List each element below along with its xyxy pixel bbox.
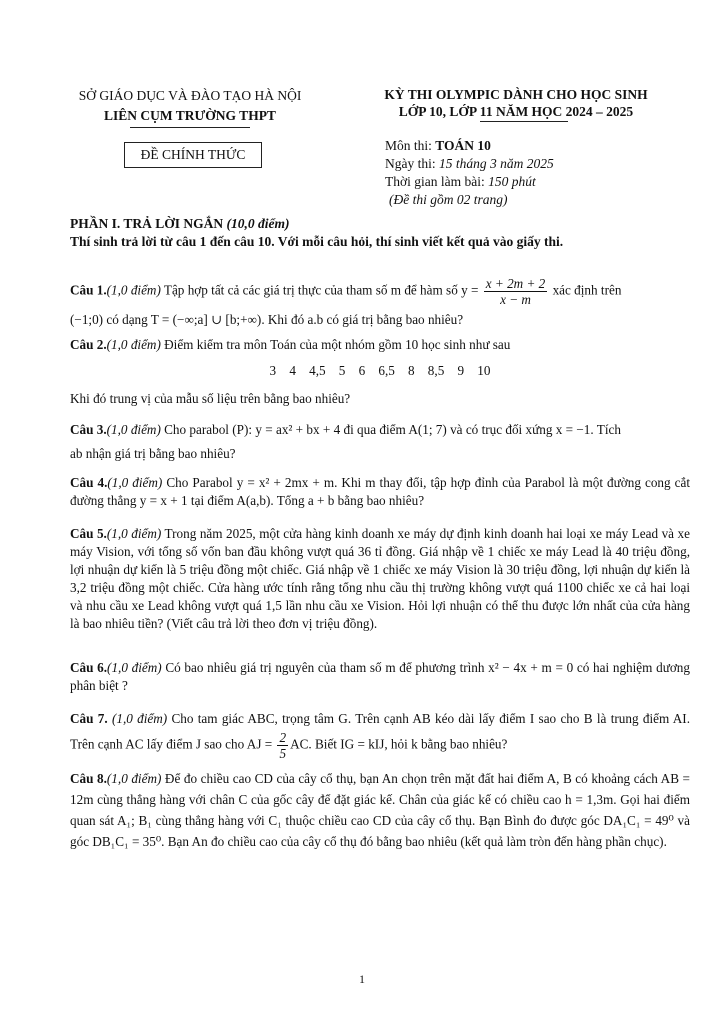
q4-label: Câu 4. (70, 475, 108, 490)
official-exam-box: ĐỀ CHÍNH THỨC (124, 142, 262, 168)
q2-label: Câu 2. (70, 337, 107, 352)
q5-text1: Trong năm 2025, một cửa hàng kinh doanh xe máy dự định kinh doanh hai loại xe máy Lead và xe máy Vision, với tổng số vốn ban đầu không vượt quá 36 tỉ đồng. Giá nhập về 1 chiếc xe máy Lead là 40 triệu đồng, lợi nhuận dự kiến là 5 triệu đồng một chiếc. Giá nhập về 1 chiếc xe máy Vision là 30 triệu đồng, lợi nhuận dự kiến là 3,2 triệu đồng một chiếc. Cửa hàng ước tính rằng tổng nhu cầu thị trường không vượt quá 1100 chiếc xe cả hai loại và nhu cầu xe Lead không vượt quá 1,5 lần nhu cầu xe Vision. Hỏi lợi nhuận có thể thu được lớn nhất của cửa hàng là bao nhiêu tiền? (Viết câu trả lời theo đơn vị triệu đồng). (70, 526, 690, 631)
q8-points: (1,0 điểm) (106, 771, 162, 786)
time-value: 150 phút (488, 174, 536, 189)
q3-text2: ab nhận giá trị bằng bao nhiêu? (70, 446, 236, 461)
question-5 (70, 525, 690, 633)
header-right-rule (480, 121, 568, 122)
exam-meta (385, 137, 685, 209)
header-right (370, 86, 662, 122)
q7-fraction-denominator: 5 (279, 746, 287, 761)
time-line (385, 173, 685, 191)
q7-points: (1,0 điểm) (107, 711, 168, 726)
question-6 (70, 659, 690, 695)
q2-line1 (70, 336, 690, 354)
question-4 (70, 474, 690, 510)
q8-label: Câu 8. (70, 771, 107, 786)
header-left-rule (130, 127, 250, 128)
q1-label: Câu 1. (70, 282, 107, 298)
q1-text1: Tập hợp tất cả các giá trị thực của tham số m để hàm số y = (160, 282, 482, 298)
cluster-name: LIÊN CỤM TRƯỜNG THPT (104, 108, 276, 123)
q2-text2: Khi đó trung vị của mẫu số liệu trên bằng bao nhiêu? (70, 391, 351, 406)
section-title: PHẦN I. TRẢ LỜI NGẮN (70, 216, 227, 231)
q7-text2: AC. Biết IG = kIJ, hỏi k bằng bao nhiêu? (290, 736, 508, 752)
q1-fraction (484, 276, 548, 307)
header-left (62, 86, 318, 128)
q7-text1: Cho tam giác ABC, trọng tâm G. Trên cạnh AB kéo dài lấy điểm I sao cho B là trung điểm AI. Trên cạnh AC lấy điểm J sao cho AJ = (70, 711, 691, 752)
department-name: SỞ GIÁO DỤC VÀ ĐÀO TẠO HÀ NỘI (78, 88, 302, 103)
date-value: 15 tháng 3 năm 2025 (439, 156, 554, 171)
q4-points: (1,0 điểm) (107, 475, 163, 490)
date-label: Ngày thi: (385, 156, 439, 171)
q8-text1: Để đo chiều cao CD của cây cổ thụ, bạn An chọn trên mặt đất hai điểm A, B có khoảng cách AB = 12m cùng thẳng hàng với chân C của gốc cây để đặt giác kế. Chân của giác kế có chiều cao h = 1,3m. Gọi hai điểm quan sát A₁; B₁ cùng thẳng hàng với C₁ thuộc chiều cao CD của cây cổ thụ. Bạn Bình đo được góc DA₁C₁ = 49⁰ và góc DB₁C₁ = 35⁰. Bạn An đo chiều cao của cây cổ thụ đó bằng bao nhiêu (kết quả làm tròn đến hàng phần chục). (70, 771, 690, 849)
q2-data-row: 3 4 4,5 5 6 6,5 8 8,5 9 10 (269, 363, 491, 378)
section-title-line (70, 215, 690, 233)
q6-text1: Có bao nhiêu giá trị nguyên của tham số m để phương trình x² − 4x + m = 0 có hai nghiệm dương phân biệt ? (70, 660, 690, 693)
q3-line1 (70, 421, 690, 439)
q5-points: (1,0 điểm) (106, 526, 162, 541)
q3-points: (1,0 điểm) (106, 422, 161, 437)
pages-line (385, 191, 685, 209)
section-instruction: Thí sinh trả lời từ câu 1 đến câu 10. Với mỗi câu hỏi, thí sinh viết kết quả vào giấy thi. (70, 234, 564, 249)
q1-text3: (−1;0) có dạng T = (−∞;a] ∪ [b;+∞). Khi đó a.b có giá trị bằng bao nhiêu? (70, 312, 464, 327)
question-7 (70, 708, 690, 761)
q5-label: Câu 5. (70, 526, 107, 541)
q3-text1: Cho parabol (P): y = ax² + bx + 4 đi qua điểm A(1; 7) và có trục đối xứng x = −1. Tích (160, 422, 621, 437)
q1-fraction-numerator: x + 2m + 2 (485, 276, 546, 291)
date-line (385, 155, 685, 173)
subject-label: Môn thi: (385, 138, 436, 153)
exam-title-line1: KỲ THI OLYMPIC DÀNH CHO HỌC SINH (384, 87, 648, 102)
q6-points: (1,0 điểm) (107, 660, 162, 675)
question-2 (70, 336, 690, 408)
subject-value: TOÁN 10 (435, 138, 491, 153)
time-label: Thời gian làm bài: (385, 174, 489, 189)
subject-line (385, 137, 685, 155)
q2-text1: Điểm kiểm tra môn Toán của một nhóm gồm 10 học sinh như sau (160, 337, 511, 352)
section-header (70, 215, 690, 251)
question-8 (70, 768, 690, 852)
q1-points: (1,0 điểm) (106, 282, 161, 298)
q1-text2: xác định trên (549, 282, 622, 298)
q7-fraction (277, 730, 288, 761)
q7-label: Câu 7. (70, 711, 108, 726)
q6-label: Câu 6. (70, 660, 108, 675)
q2-points: (1,0 điểm) (106, 337, 161, 352)
pages-value: (Đề thi gồm 02 trang) (389, 192, 508, 207)
q1-fraction-denominator: x − m (500, 292, 531, 307)
q7-fraction-numerator: 2 (279, 730, 287, 745)
q1-line1 (70, 276, 690, 307)
q4-text1: Cho Parabol y = x² + 2mx + m. Khi m thay đổi, tập hợp đỉnh của Parabol là một đường cong cắt đường thẳng y = x + 1 tại điểm A(a,b). Tổng a + b bằng bao nhiêu? (70, 475, 691, 508)
exam-title-line2: LỚP 10, LỚP 11 NĂM HỌC 2024 – 2025 (398, 104, 634, 119)
section-points: (10,0 điểm) (226, 216, 290, 231)
page-number: 1 (359, 972, 365, 986)
question-3 (70, 421, 690, 463)
question-1 (70, 276, 690, 329)
q3-label: Câu 3. (70, 422, 107, 437)
